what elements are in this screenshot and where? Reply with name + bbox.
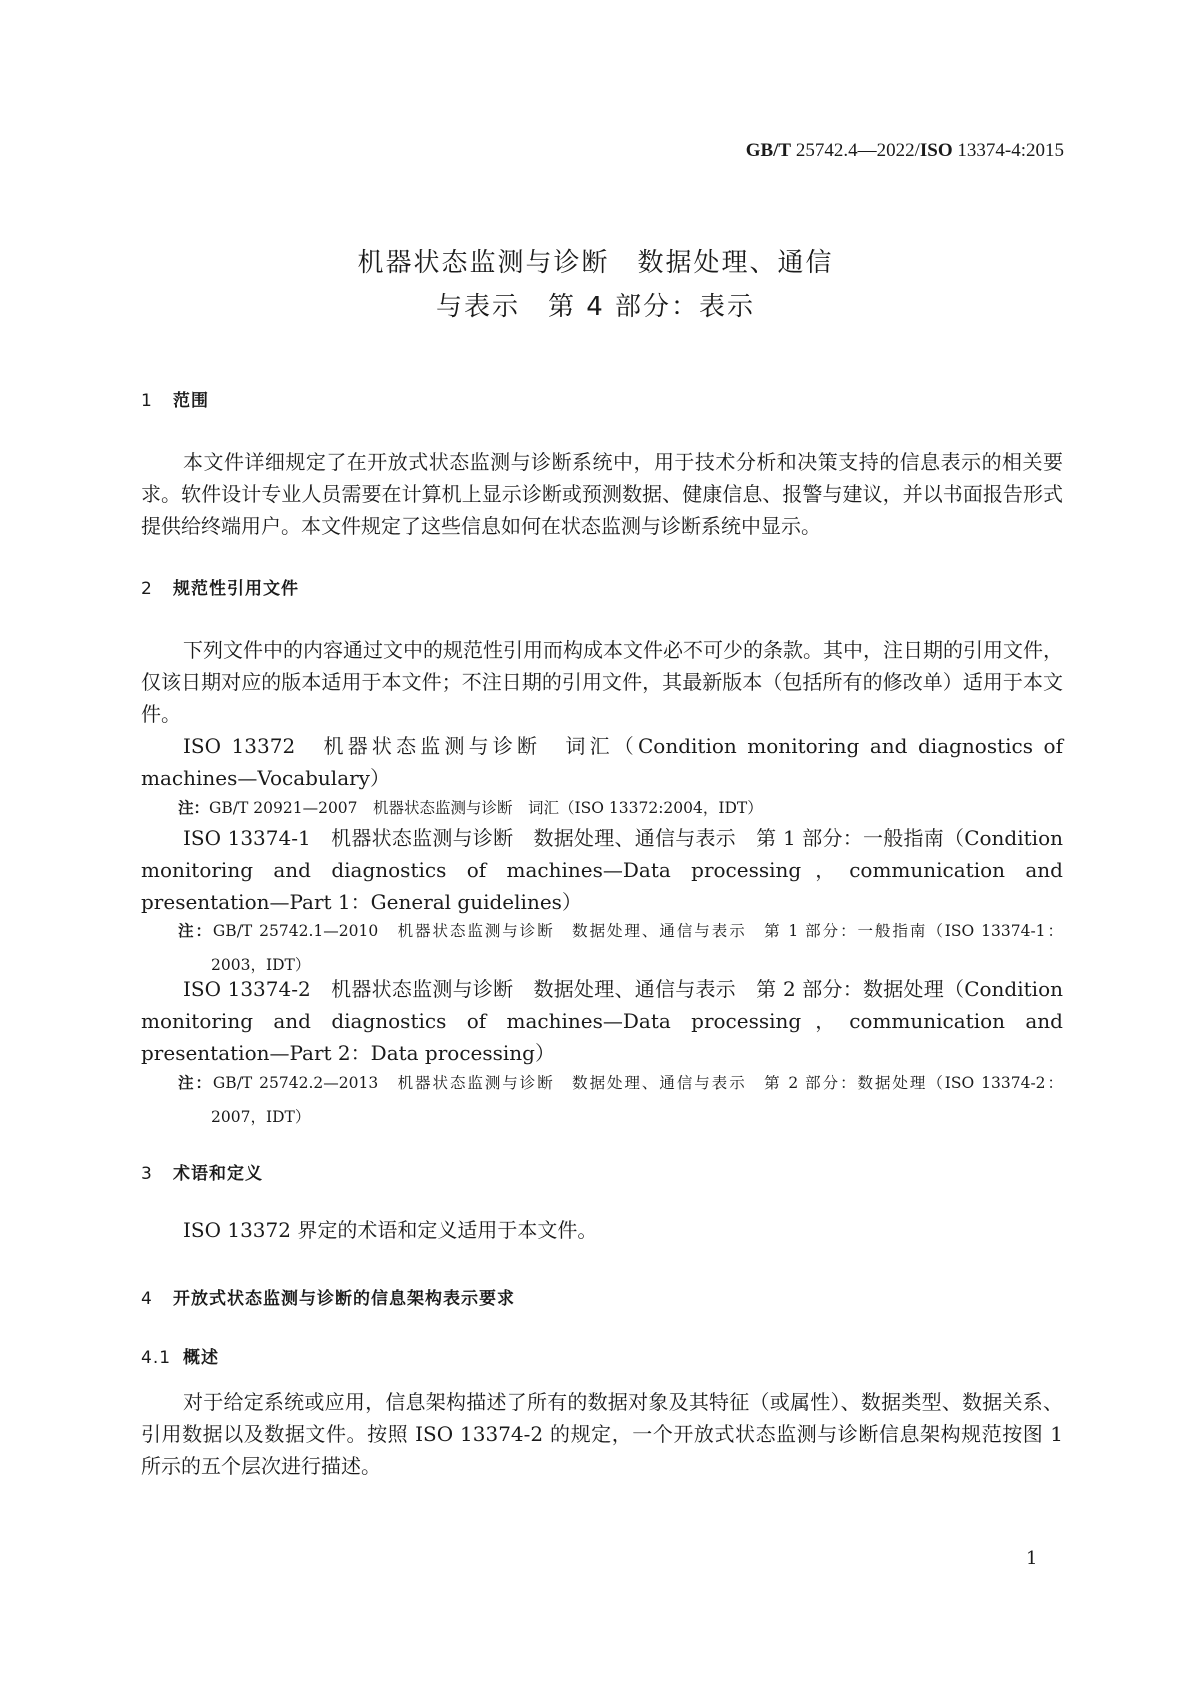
subsection-number: 4.1 <box>141 1348 172 1368</box>
section-2-heading <box>141 574 299 599</box>
note-label: 注： <box>178 922 213 940</box>
section-3-paragraph: ISO 13372 界定的术语和定义适用于本文件。 <box>183 1218 598 1242</box>
std-number: 25742.4—2022/ <box>795 140 920 161</box>
reference-item: ISO 13372 机器状态监测与诊断 词汇（Condition monitoring and diagnostics of machines—Vocabulary） <box>141 734 1063 790</box>
section-title: 规范性引用文件 <box>173 579 299 599</box>
section-1-paragraph: 本文件详细规定了在开放式状态监测与诊断系统中，用于技术分析和决策支持的信息表示的相关要求。软件设计专业人员需要在计算机上显示诊断或预测数据、健康信息、报警与建议，并以书面报告形式提供给终端用户。本文件规定了这些信息如何在状态监测与诊断系统中显示。 <box>141 450 1063 538</box>
iso-prefix: ISO <box>919 140 953 161</box>
reference-item: ISO 13374-2 机器状态监测与诊断 数据处理、通信与表示 第 2 部分：数据处理（Condition monitoring and diagnostics of machines—Data processing，communication and presentation—Part 2：Data processing） <box>141 977 1063 1065</box>
note-continuation: 2007，IDT） <box>211 1108 311 1126</box>
section-title: 术语和定义 <box>173 1164 263 1184</box>
section-number: 3 <box>141 1164 153 1184</box>
running-header <box>746 140 1064 162</box>
subsection-4-1-heading <box>141 1343 219 1368</box>
section-3-heading <box>141 1159 263 1184</box>
section-number: 4 <box>141 1289 153 1309</box>
note-label: 注： <box>178 799 210 817</box>
document-title-line-2: 与表示 第 4 部分：表示 <box>435 292 756 322</box>
reference-note <box>178 914 1063 982</box>
subsection-4-1-paragraph: 对于给定系统或应用，信息架构描述了所有的数据对象及其特征（或属性）、数据类型、数据关系、引用数据以及数据文件。按照 ISO 13374-2 的规定，一个开放式状态监测与诊断信息架构规范按图 1 所示的五个层次进行描述。 <box>141 1390 1063 1478</box>
std-prefix: GB/T <box>745 140 792 161</box>
reference-item: ISO 13374-1 机器状态监测与诊断 数据处理、通信与表示 第 1 部分：一般指南（Condition monitoring and diagnostics of machines—Data processing，communication and presentation—Part 1：General guidelines） <box>141 826 1063 914</box>
section-2-paragraph: 下列文件中的内容通过文中的规范性引用而构成本文件必不可少的条款。其中，注日期的引用文件，仅该日期对应的版本适用于本文件；不注日期的引用文件，其最新版本（包括所有的修改单）适用于本文件。 <box>141 638 1063 726</box>
document-title-line-1: 机器状态监测与诊断 数据处理、通信 <box>357 248 834 278</box>
note-text: GB/T 25742.2—2013 机器状态监测与诊断 数据处理、通信与表示 第 2 部分：数据处理（ISO 13374-2： <box>212 1074 1063 1092</box>
reference-note <box>178 1066 1063 1134</box>
section-number: 2 <box>141 579 153 599</box>
section-title: 范围 <box>173 391 209 411</box>
note-text: GB/T 25742.1—2010 机器状态监测与诊断 数据处理、通信与表示 第 1 部分：一般指南（ISO 13374-1： <box>212 922 1063 940</box>
section-number: 1 <box>141 391 153 411</box>
page-number: 1 <box>1026 1548 1038 1569</box>
note-text: GB/T 20921—2007 机器状态监测与诊断 词汇（ISO 13372:2004，IDT） <box>209 799 763 817</box>
iso-number: 13374-4:2015 <box>957 140 1064 161</box>
section-4-heading <box>141 1284 515 1309</box>
section-title: 开放式状态监测与诊断的信息架构表示要求 <box>173 1289 515 1309</box>
note-label: 注： <box>178 1074 213 1092</box>
note-continuation: 2003，IDT） <box>211 956 311 974</box>
subsection-title: 概述 <box>183 1348 219 1368</box>
section-1-heading <box>141 386 209 411</box>
reference-note <box>178 791 1063 825</box>
